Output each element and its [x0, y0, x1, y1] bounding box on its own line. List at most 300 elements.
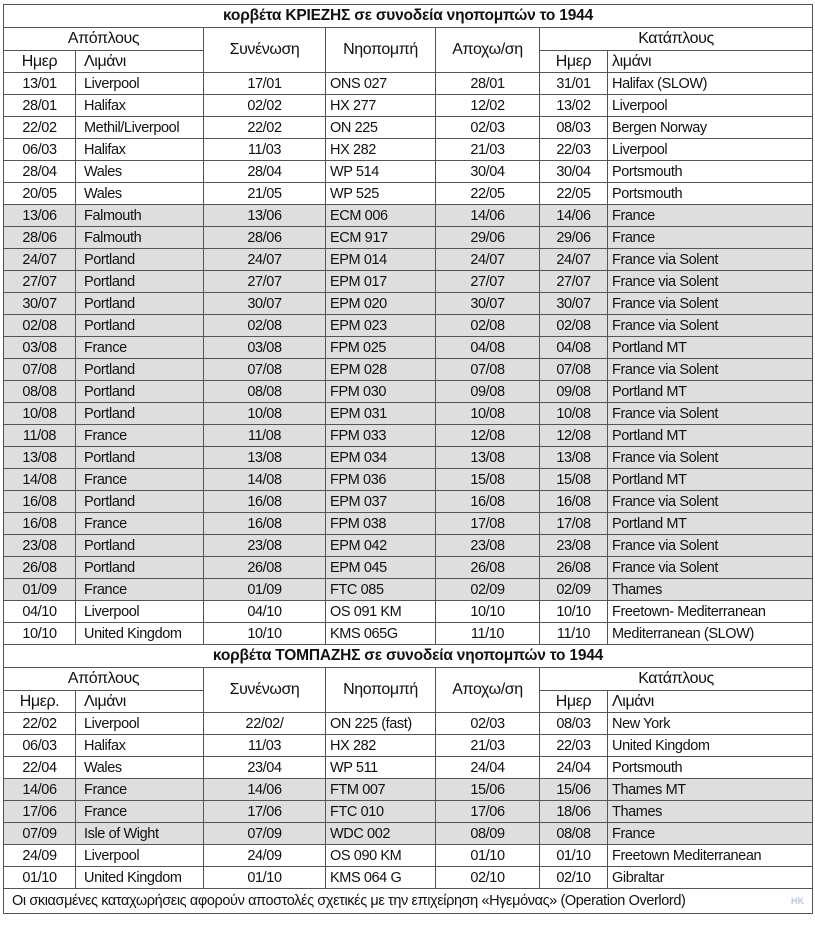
departure-date: 01/09 — [4, 579, 76, 601]
header-arrival: Κατάπλους — [540, 28, 813, 51]
departure-date: 13/08 — [4, 447, 76, 469]
arrival-port: France — [608, 227, 813, 249]
detach-date: 17/08 — [436, 513, 540, 535]
arrival-date: 02/10 — [540, 867, 608, 889]
table-row — [4, 845, 813, 867]
arrival-date: 22/05 — [540, 183, 608, 205]
departure-port: Halifax — [76, 95, 204, 117]
table-row — [4, 735, 813, 757]
table-row — [4, 73, 813, 95]
join-date: 07/09 — [204, 823, 326, 845]
table-row — [4, 381, 813, 403]
convoy-code: FPM 025 — [326, 337, 436, 359]
join-date: 23/04 — [204, 757, 326, 779]
convoy-code: ECM 917 — [326, 227, 436, 249]
convoy-code: ECM 006 — [326, 205, 436, 227]
departure-date: 08/08 — [4, 381, 76, 403]
detach-date: 23/08 — [436, 535, 540, 557]
departure-port: Portland — [76, 491, 204, 513]
detach-date: 11/10 — [436, 623, 540, 645]
table-row — [4, 601, 813, 623]
join-date: 11/03 — [204, 139, 326, 161]
convoy-code: EPM 023 — [326, 315, 436, 337]
departure-port: France — [76, 779, 204, 801]
arrival-port: Portland MT — [608, 425, 813, 447]
departure-port: Portland — [76, 447, 204, 469]
arrival-port: Freetown- Mediterranean — [608, 601, 813, 623]
header-row — [4, 668, 813, 691]
convoy-sheet — [3, 4, 812, 914]
departure-port: Isle of Wight — [76, 823, 204, 845]
convoy-code: FPM 030 — [326, 381, 436, 403]
header-join: Συνένωση — [204, 28, 326, 73]
arrival-port: France — [608, 823, 813, 845]
detach-date: 21/03 — [436, 139, 540, 161]
join-date: 02/08 — [204, 315, 326, 337]
arrival-date: 31/01 — [540, 73, 608, 95]
detach-date: 28/01 — [436, 73, 540, 95]
departure-port: Wales — [76, 161, 204, 183]
subheader-departure-port: Λιμάνι — [76, 51, 204, 73]
join-date: 30/07 — [204, 293, 326, 315]
detach-date: 30/04 — [436, 161, 540, 183]
departure-date: 04/10 — [4, 601, 76, 623]
join-date: 10/10 — [204, 623, 326, 645]
arrival-port: Portland MT — [608, 469, 813, 491]
join-date: 22/02 — [204, 117, 326, 139]
arrival-port: Thames — [608, 801, 813, 823]
convoy-code: HX 282 — [326, 735, 436, 757]
arrival-port: Halifax (SLOW) — [608, 73, 813, 95]
departure-date: 26/08 — [4, 557, 76, 579]
convoy-code: EPM 042 — [326, 535, 436, 557]
detach-date: 30/07 — [436, 293, 540, 315]
arrival-date: 02/09 — [540, 579, 608, 601]
departure-date: 06/03 — [4, 735, 76, 757]
departure-port: Liverpool — [76, 845, 204, 867]
detach-date: 02/09 — [436, 579, 540, 601]
header-detach: Αποχω/ση — [436, 28, 540, 73]
arrival-date: 01/10 — [540, 845, 608, 867]
arrival-port: France via Solent — [608, 447, 813, 469]
departure-date: 20/05 — [4, 183, 76, 205]
departure-port: United Kingdom — [76, 623, 204, 645]
departure-date: 11/08 — [4, 425, 76, 447]
departure-date: 27/07 — [4, 271, 76, 293]
convoy-code: KMS 065G — [326, 623, 436, 645]
join-date: 03/08 — [204, 337, 326, 359]
arrival-port: Freetown Mediterranean — [608, 845, 813, 867]
detach-date: 29/06 — [436, 227, 540, 249]
arrival-port: Liverpool — [608, 139, 813, 161]
departure-date: 10/08 — [4, 403, 76, 425]
arrival-date: 09/08 — [540, 381, 608, 403]
departure-date: 24/07 — [4, 249, 76, 271]
detach-date: 02/10 — [436, 867, 540, 889]
table-row — [4, 713, 813, 735]
convoy-code: FPM 038 — [326, 513, 436, 535]
detach-date: 13/08 — [436, 447, 540, 469]
departure-date: 07/08 — [4, 359, 76, 381]
arrival-date: 17/08 — [540, 513, 608, 535]
join-date: 01/09 — [204, 579, 326, 601]
departure-port: Portland — [76, 557, 204, 579]
join-date: 08/08 — [204, 381, 326, 403]
departure-port: Wales — [76, 183, 204, 205]
detach-date: 16/08 — [436, 491, 540, 513]
join-date: 17/01 — [204, 73, 326, 95]
join-date: 11/03 — [204, 735, 326, 757]
departure-port: Liverpool — [76, 73, 204, 95]
arrival-port: France via Solent — [608, 249, 813, 271]
departure-date: 13/06 — [4, 205, 76, 227]
table-row — [4, 779, 813, 801]
table-row — [4, 535, 813, 557]
arrival-date: 08/03 — [540, 117, 608, 139]
detach-date: 12/08 — [436, 425, 540, 447]
detach-date: 02/03 — [436, 117, 540, 139]
table-row — [4, 337, 813, 359]
arrival-port: Thames — [608, 579, 813, 601]
table-row — [4, 205, 813, 227]
join-date: 23/08 — [204, 535, 326, 557]
departure-date: 28/06 — [4, 227, 76, 249]
arrival-date: 10/08 — [540, 403, 608, 425]
arrival-port: Bergen Norway — [608, 117, 813, 139]
table-row — [4, 801, 813, 823]
departure-port: France — [76, 469, 204, 491]
arrival-date: 04/08 — [540, 337, 608, 359]
arrival-date: 02/08 — [540, 315, 608, 337]
arrival-date: 18/06 — [540, 801, 608, 823]
join-date: 26/08 — [204, 557, 326, 579]
join-date: 21/05 — [204, 183, 326, 205]
convoy-table-body — [4, 5, 813, 914]
convoy-code: ONS 027 — [326, 73, 436, 95]
detach-date: 17/06 — [436, 801, 540, 823]
watermark-logo: HK — [791, 896, 805, 906]
footnote-cell — [4, 889, 813, 914]
detach-date: 15/08 — [436, 469, 540, 491]
join-date: 24/09 — [204, 845, 326, 867]
subheader-departure-date: Ημερ — [4, 51, 76, 73]
convoy-code: EPM 034 — [326, 447, 436, 469]
table-row — [4, 513, 813, 535]
header-row — [4, 28, 813, 51]
departure-date: 16/08 — [4, 491, 76, 513]
arrival-date: 30/07 — [540, 293, 608, 315]
arrival-port: Portsmouth — [608, 183, 813, 205]
departure-date: 06/03 — [4, 139, 76, 161]
departure-port: Halifax — [76, 735, 204, 757]
table-row — [4, 757, 813, 779]
detach-date: 14/06 — [436, 205, 540, 227]
join-date: 16/08 — [204, 513, 326, 535]
departure-port: Liverpool — [76, 713, 204, 735]
header-convoy: Νηοπομπή — [326, 28, 436, 73]
arrival-date: 12/08 — [540, 425, 608, 447]
table-row — [4, 293, 813, 315]
departure-port: Portland — [76, 315, 204, 337]
table-row — [4, 183, 813, 205]
arrival-port: France via Solent — [608, 491, 813, 513]
arrival-date: 15/06 — [540, 779, 608, 801]
detach-date: 10/08 — [436, 403, 540, 425]
table-row — [4, 823, 813, 845]
table-row — [4, 249, 813, 271]
join-date: 11/08 — [204, 425, 326, 447]
convoy-code: FTC 010 — [326, 801, 436, 823]
detach-date: 04/08 — [436, 337, 540, 359]
departure-port: Falmouth — [76, 205, 204, 227]
arrival-date: 22/03 — [540, 139, 608, 161]
arrival-date: 07/08 — [540, 359, 608, 381]
departure-port: Portland — [76, 535, 204, 557]
departure-port: Methil/Liverpool — [76, 117, 204, 139]
departure-port: Portland — [76, 271, 204, 293]
join-date: 17/06 — [204, 801, 326, 823]
table-row — [4, 867, 813, 889]
arrival-port: France via Solent — [608, 359, 813, 381]
table-row — [4, 315, 813, 337]
table-row — [4, 359, 813, 381]
detach-date: 09/08 — [436, 381, 540, 403]
departure-port: United Kingdom — [76, 867, 204, 889]
arrival-date: 26/08 — [540, 557, 608, 579]
table-row — [4, 403, 813, 425]
join-date: 02/02 — [204, 95, 326, 117]
convoy-code: WDC 002 — [326, 823, 436, 845]
departure-date: 24/09 — [4, 845, 76, 867]
departure-date: 10/10 — [4, 623, 76, 645]
arrival-port: Thames MT — [608, 779, 813, 801]
detach-date: 07/08 — [436, 359, 540, 381]
convoy-code: EPM 028 — [326, 359, 436, 381]
convoy-code: OS 090 KM — [326, 845, 436, 867]
subheader-departure-port: Λιμάνι — [76, 691, 204, 713]
table-row — [4, 557, 813, 579]
arrival-port: New York — [608, 713, 813, 735]
convoy-code: EPM 017 — [326, 271, 436, 293]
convoy-code: ON 225 — [326, 117, 436, 139]
arrival-date: 14/06 — [540, 205, 608, 227]
departure-port: Portland — [76, 381, 204, 403]
departure-date: 01/10 — [4, 867, 76, 889]
arrival-date: 23/08 — [540, 535, 608, 557]
convoy-code: HX 282 — [326, 139, 436, 161]
table-row — [4, 425, 813, 447]
detach-date: 02/03 — [436, 713, 540, 735]
convoy-code: KMS 064 G — [326, 867, 436, 889]
subheader-arrival-date: Ημερ — [540, 51, 608, 73]
join-date: 01/10 — [204, 867, 326, 889]
arrival-port: France via Solent — [608, 535, 813, 557]
departure-date: 14/06 — [4, 779, 76, 801]
convoy-code: HX 277 — [326, 95, 436, 117]
detach-date: 24/07 — [436, 249, 540, 271]
arrival-port: France — [608, 205, 813, 227]
arrival-port: France via Solent — [608, 315, 813, 337]
departure-date: 13/01 — [4, 73, 76, 95]
convoy-code: FPM 033 — [326, 425, 436, 447]
convoy-code: OS 091 KM — [326, 601, 436, 623]
table-title-row — [4, 645, 813, 668]
join-date: 22/02/ — [204, 713, 326, 735]
departure-date: 22/02 — [4, 117, 76, 139]
arrival-date: 24/07 — [540, 249, 608, 271]
table-row — [4, 161, 813, 183]
departure-port: Halifax — [76, 139, 204, 161]
detach-date: 21/03 — [436, 735, 540, 757]
departure-date: 28/01 — [4, 95, 76, 117]
table-title: κορβέτα ΤΟΜΠΑΖΗΣ σε συνοδεία νηοπομπών το 1944 — [4, 645, 813, 668]
join-date: 24/07 — [204, 249, 326, 271]
departure-port: Falmouth — [76, 227, 204, 249]
join-date: 14/08 — [204, 469, 326, 491]
departure-date: 07/09 — [4, 823, 76, 845]
departure-date: 22/04 — [4, 757, 76, 779]
departure-port: France — [76, 579, 204, 601]
departure-port: Liverpool — [76, 601, 204, 623]
departure-port: France — [76, 425, 204, 447]
header-detach: Αποχω/ση — [436, 668, 540, 713]
arrival-port: Portland MT — [608, 381, 813, 403]
convoy-code: EPM 045 — [326, 557, 436, 579]
table-row — [4, 117, 813, 139]
detach-date: 12/02 — [436, 95, 540, 117]
join-date: 04/10 — [204, 601, 326, 623]
table-row — [4, 447, 813, 469]
arrival-port: France via Solent — [608, 293, 813, 315]
detach-date: 24/04 — [436, 757, 540, 779]
convoy-code: EPM 020 — [326, 293, 436, 315]
convoy-code: EPM 037 — [326, 491, 436, 513]
arrival-date: 11/10 — [540, 623, 608, 645]
table-title: κορβέτα ΚΡΙΕΖΗΣ σε συνοδεία νηοπομπών το 1944 — [4, 5, 813, 28]
arrival-port: United Kingdom — [608, 735, 813, 757]
table-row — [4, 491, 813, 513]
departure-port: Portland — [76, 403, 204, 425]
table-row — [4, 623, 813, 645]
convoy-code: FTC 085 — [326, 579, 436, 601]
departure-date: 16/08 — [4, 513, 76, 535]
join-date: 13/06 — [204, 205, 326, 227]
detach-date: 26/08 — [436, 557, 540, 579]
departure-date: 14/08 — [4, 469, 76, 491]
convoy-code: EPM 031 — [326, 403, 436, 425]
arrival-port: France via Solent — [608, 403, 813, 425]
footnote-row — [4, 889, 813, 914]
table-title-row — [4, 5, 813, 28]
detach-date: 15/06 — [436, 779, 540, 801]
detach-date: 27/07 — [436, 271, 540, 293]
departure-port: Portland — [76, 359, 204, 381]
header-arrival: Κατάπλους — [540, 668, 813, 691]
departure-port: France — [76, 513, 204, 535]
departure-date: 30/07 — [4, 293, 76, 315]
join-date: 13/08 — [204, 447, 326, 469]
detach-date: 08/09 — [436, 823, 540, 845]
join-date: 28/06 — [204, 227, 326, 249]
convoy-table — [3, 4, 813, 914]
convoy-code: WP 525 — [326, 183, 436, 205]
subheader-departure-date: Ημερ. — [4, 691, 76, 713]
arrival-date: 13/02 — [540, 95, 608, 117]
subheader-arrival-port: Λιμάνι — [608, 691, 813, 713]
departure-date: 22/02 — [4, 713, 76, 735]
arrival-port: Portsmouth — [608, 757, 813, 779]
header-join: Συνένωση — [204, 668, 326, 713]
arrival-date: 24/04 — [540, 757, 608, 779]
departure-port: Portland — [76, 249, 204, 271]
join-date: 27/07 — [204, 271, 326, 293]
arrival-date: 10/10 — [540, 601, 608, 623]
convoy-code: EPM 014 — [326, 249, 436, 271]
arrival-port: France via Solent — [608, 557, 813, 579]
convoy-code: WP 514 — [326, 161, 436, 183]
arrival-port: Portland MT — [608, 513, 813, 535]
arrival-port: Gibraltar — [608, 867, 813, 889]
arrival-date: 30/04 — [540, 161, 608, 183]
join-date: 10/08 — [204, 403, 326, 425]
subheader-arrival-date: Ημερ — [540, 691, 608, 713]
departure-date: 03/08 — [4, 337, 76, 359]
departure-port: Portland — [76, 293, 204, 315]
arrival-date: 15/08 — [540, 469, 608, 491]
subheader-arrival-port: λιμάνι — [608, 51, 813, 73]
table-row — [4, 95, 813, 117]
table-row — [4, 271, 813, 293]
convoy-code: FPM 036 — [326, 469, 436, 491]
arrival-date: 16/08 — [540, 491, 608, 513]
header-departure: Απόπλους — [4, 668, 204, 691]
arrival-port: Portland MT — [608, 337, 813, 359]
footnote: Οι σκιασμένες καταχωρήσεις αφορούν αποστολές σχετικές με την επιχείρηση «Ηγεμόνας» (Operation Overlord) — [12, 893, 686, 909]
arrival-date: 08/08 — [540, 823, 608, 845]
arrival-date: 08/03 — [540, 713, 608, 735]
table-row — [4, 227, 813, 249]
header-convoy: Νηοπομπή — [326, 668, 436, 713]
convoy-code: ON 225 (fast) — [326, 713, 436, 735]
arrival-date: 29/06 — [540, 227, 608, 249]
arrival-date: 13/08 — [540, 447, 608, 469]
arrival-port: France via Solent — [608, 271, 813, 293]
departure-date: 02/08 — [4, 315, 76, 337]
detach-date: 01/10 — [436, 845, 540, 867]
header-departure: Απόπλους — [4, 28, 204, 51]
join-date: 14/06 — [204, 779, 326, 801]
departure-port: France — [76, 801, 204, 823]
arrival-date: 27/07 — [540, 271, 608, 293]
detach-date: 02/08 — [436, 315, 540, 337]
arrival-port: Portsmouth — [608, 161, 813, 183]
departure-date: 17/06 — [4, 801, 76, 823]
table-row — [4, 139, 813, 161]
departure-date: 23/08 — [4, 535, 76, 557]
arrival-port: Liverpool — [608, 95, 813, 117]
join-date: 28/04 — [204, 161, 326, 183]
table-row — [4, 469, 813, 491]
join-date: 16/08 — [204, 491, 326, 513]
detach-date: 10/10 — [436, 601, 540, 623]
join-date: 07/08 — [204, 359, 326, 381]
departure-port: Wales — [76, 757, 204, 779]
detach-date: 22/05 — [436, 183, 540, 205]
arrival-port: Mediterranean (SLOW) — [608, 623, 813, 645]
table-row — [4, 579, 813, 601]
departure-port: France — [76, 337, 204, 359]
convoy-code: FTM 007 — [326, 779, 436, 801]
